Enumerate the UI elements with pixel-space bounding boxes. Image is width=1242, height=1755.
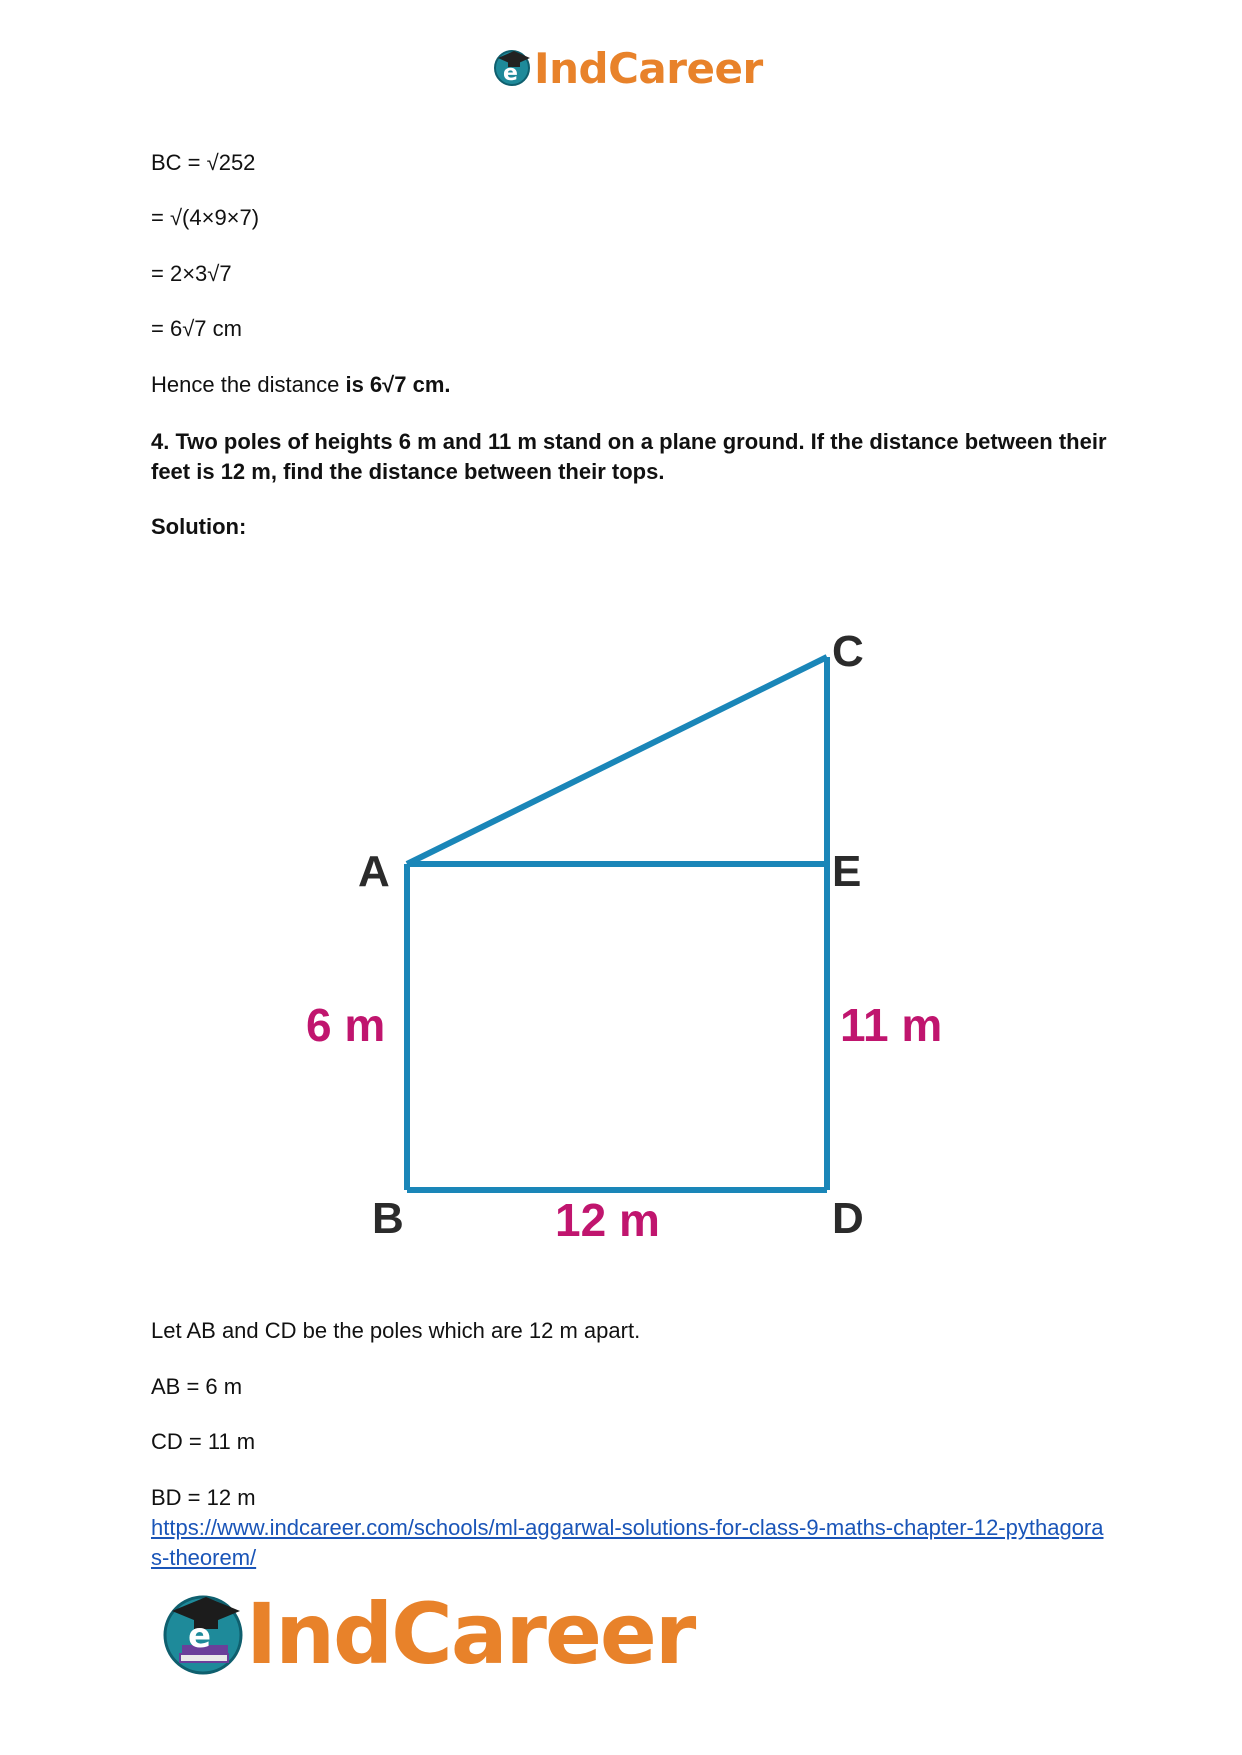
svg-text:e: e — [503, 61, 518, 86]
header-logo — [490, 44, 763, 93]
conclusion-text: Hence the distance — [151, 372, 346, 397]
svg-text:e: e — [188, 1615, 212, 1656]
conclusion — [151, 370, 451, 400]
graduation-cap-globe-icon — [490, 44, 534, 93]
after-line-4: BD = 12 m — [151, 1485, 256, 1510]
vertex-b: B — [372, 1194, 404, 1243]
vertex-d: D — [832, 1194, 864, 1243]
header-brand: IndCareer — [534, 44, 763, 93]
vertex-a: A — [358, 847, 390, 896]
graduation-cap-books-icon — [160, 1589, 246, 1680]
vertex-c: C — [832, 627, 864, 676]
calc-line-3: = 2×3√7 — [151, 261, 232, 286]
label-cd: 11 m — [840, 999, 943, 1051]
label-ab: 6 m — [306, 999, 386, 1051]
calc-line-1: BC = √252 — [151, 150, 256, 175]
calc-line-2: = √(4×9×7) — [151, 205, 260, 230]
after-line-2: AB = 6 m — [151, 1374, 243, 1399]
poles-diagram — [280, 610, 980, 1255]
label-bd: 12 m — [555, 1194, 660, 1246]
footer-brand: IndCareer — [246, 1585, 695, 1683]
source-link[interactable]: https://www.indcareer.com/schools/ml-aggarwal-solutions-for-class-9-maths-chapter-12-pythagoras-theorem/ — [151, 1515, 1104, 1570]
after-line-1: Let AB and CD be the poles which are 12 m apart. — [151, 1318, 641, 1343]
vertex-e: E — [832, 847, 862, 896]
segment-ac — [407, 657, 827, 864]
conclusion-answer: is 6√7 cm. — [345, 372, 451, 397]
solution-label: Solution: — [151, 514, 247, 539]
question-4: 4. Two poles of heights 6 m and 11 m stand on a plane ground. If the distance between their feet is 12 m, find the distance between their tops. — [151, 429, 1107, 484]
after-line-3: CD = 11 m — [151, 1429, 256, 1454]
footer-logo — [160, 1585, 694, 1683]
calc-line-4: = 6√7 cm — [151, 316, 242, 341]
